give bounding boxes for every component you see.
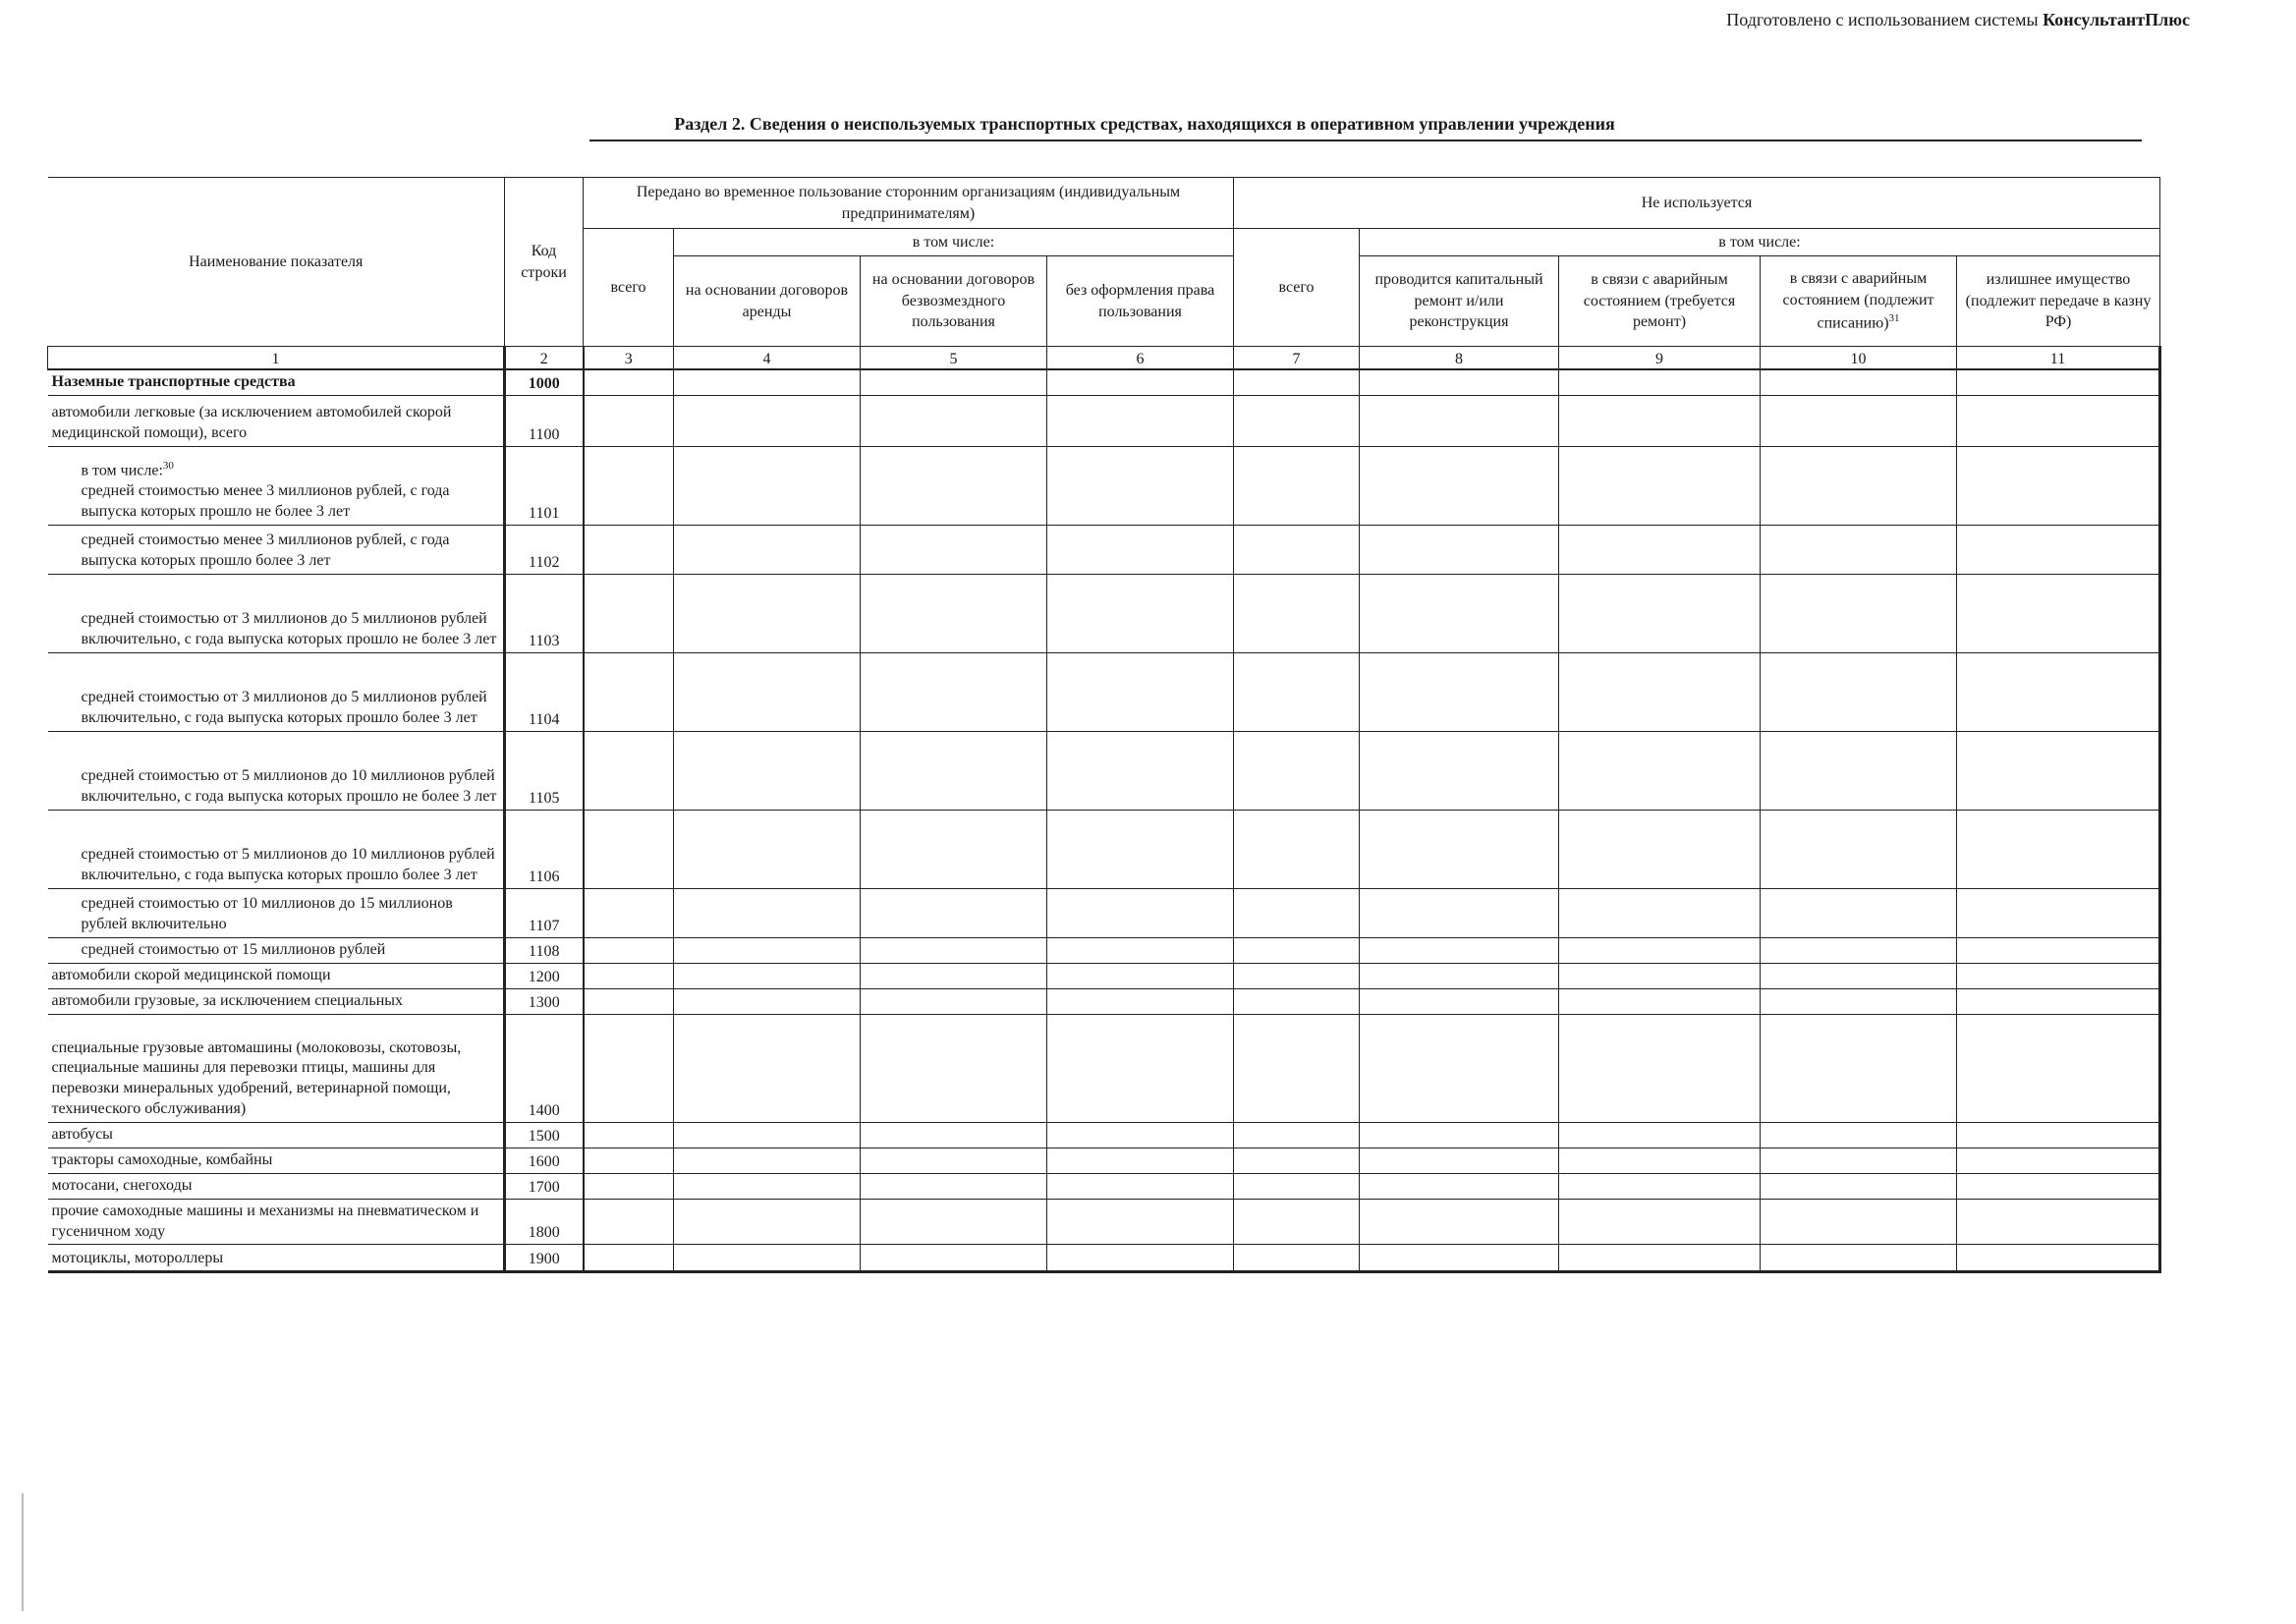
value-cell-col-7[interactable] [1234,988,1360,1014]
value-cell-col-9[interactable] [1559,888,1761,937]
value-cell-col-9[interactable] [1559,369,1761,395]
column-number-6: 6 [1047,347,1234,370]
table-row [48,395,2160,446]
table-row [48,1245,2160,1272]
value-cell-col-3[interactable] [584,395,674,446]
value-cell-col-9[interactable] [1559,1245,1761,1272]
value-cell-col-10[interactable] [1761,395,1957,446]
value-cell-col-7[interactable] [1234,1148,1360,1173]
row-code: 1103 [505,574,584,652]
value-cell-col-8[interactable] [1360,652,1559,731]
value-cell-col-5[interactable] [861,1014,1047,1122]
value-cell-col-6[interactable] [1047,1245,1234,1272]
value-cell-col-3[interactable] [584,574,674,652]
header-not-used: Не используется [1234,178,2160,229]
value-cell-col-6[interactable] [1047,988,1234,1014]
row-name [48,731,505,810]
value-cell-col-10[interactable] [1761,1173,1957,1199]
value-cell-col-6[interactable] [1047,888,1234,937]
value-cell-col-9[interactable] [1559,525,1761,574]
value-cell-col-10[interactable] [1761,446,1957,525]
value-cell-col-4[interactable] [674,1199,861,1245]
value-cell-col-5[interactable] [861,369,1047,395]
column-number-9: 9 [1559,347,1761,370]
value-cell-col-4[interactable] [674,937,861,963]
row-name [48,395,505,446]
header-emergency-writeoff [1761,256,1957,347]
row-name-text: Наземные транспортные средства [51,373,296,390]
value-cell-col-6[interactable] [1047,446,1234,525]
value-cell-col-3[interactable] [584,525,674,574]
value-cell-col-5[interactable] [861,652,1047,731]
value-cell-col-3[interactable] [584,988,674,1014]
value-cell-col-9[interactable] [1559,1148,1761,1173]
row-name-text: средней стоимостью от 15 миллионов рублей [81,941,386,958]
value-cell-col-4[interactable] [674,369,861,395]
value-cell-col-6[interactable] [1047,731,1234,810]
value-cell-col-11[interactable] [1957,810,2160,888]
row-name-text: средней стоимостью от 5 миллионов до 10 миллионов рублей включительно, с года выпуска которых прошло не более 3 лет [81,767,497,805]
value-cell-col-10[interactable] [1761,963,1957,988]
value-cell-col-11[interactable] [1957,1173,2160,1199]
value-cell-col-7[interactable] [1234,731,1360,810]
value-cell-col-4[interactable] [674,963,861,988]
value-cell-col-8[interactable] [1360,1173,1559,1199]
table-row [48,963,2160,988]
row-code: 1102 [505,525,584,574]
value-cell-col-6[interactable] [1047,652,1234,731]
table-row [48,446,2160,525]
value-cell-col-8[interactable] [1360,988,1559,1014]
row-code: 1500 [505,1122,584,1148]
row-name [48,888,505,937]
value-cell-col-6[interactable] [1047,1199,1234,1245]
value-cell-col-8[interactable] [1360,1122,1559,1148]
value-cell-col-7[interactable] [1234,810,1360,888]
value-cell-col-7[interactable] [1234,1245,1360,1272]
value-cell-col-5[interactable] [861,574,1047,652]
value-cell-col-5[interactable] [861,1148,1047,1173]
row-name-text: автобусы [51,1126,113,1143]
value-cell-col-5[interactable] [861,395,1047,446]
header-repair: проводится капитальный ремонт и/или реконструкция [1360,256,1559,347]
value-cell-col-8[interactable] [1360,810,1559,888]
form-table-wrapper [47,177,2159,1273]
header-surplus: излишнее имущество (подлежит передаче в казну РФ) [1957,256,2160,347]
row-name-text: автомобили легковые (за исключением автомобилей скорой медицинской помощи), всего [51,404,452,441]
value-cell-col-7[interactable] [1234,652,1360,731]
value-cell-col-9[interactable] [1559,652,1761,731]
row-name-text: мотосани, снегоходы [51,1177,193,1194]
table-row [48,1014,2160,1122]
value-cell-col-9[interactable] [1559,731,1761,810]
value-cell-col-10[interactable] [1761,937,1957,963]
value-cell-col-5[interactable] [861,1245,1047,1272]
table-row [48,369,2160,395]
column-number-7: 7 [1234,347,1360,370]
value-cell-col-4[interactable] [674,1122,861,1148]
value-cell-col-9[interactable] [1559,810,1761,888]
value-cell-col-8[interactable] [1360,963,1559,988]
value-cell-col-3[interactable] [584,1173,674,1199]
row-name-text: средней стоимостью от 10 миллионов до 15 миллионов рублей включительно [81,895,453,932]
row-name [48,937,505,963]
value-cell-col-3[interactable] [584,369,674,395]
row-name-prefix [82,459,500,481]
value-cell-col-8[interactable] [1360,1014,1559,1122]
value-cell-col-5[interactable] [861,1199,1047,1245]
value-cell-col-3[interactable] [584,963,674,988]
row-name [48,369,505,395]
value-cell-col-6[interactable] [1047,810,1234,888]
row-code: 1700 [505,1173,584,1199]
row-name-text: мотоциклы, мотороллеры [51,1249,224,1266]
prepared-note-prefix: Подготовлено с использованием системы [1726,10,2039,29]
column-number-11: 11 [1957,347,2160,370]
value-cell-col-11[interactable] [1957,731,2160,810]
row-name-text: средней стоимостью от 3 миллионов до 5 миллионов рублей включительно, с года выпуска которых прошло не более 3 лет [81,610,497,647]
value-cell-col-11[interactable] [1957,652,2160,731]
row-code: 1900 [505,1245,584,1272]
value-cell-col-9[interactable] [1559,963,1761,988]
row-name-text: автомобили скорой медицинской помощи [51,967,331,983]
row-code: 1100 [505,395,584,446]
value-cell-col-6[interactable] [1047,1148,1234,1173]
row-code: 1105 [505,731,584,810]
value-cell-col-9[interactable] [1559,1122,1761,1148]
row-code: 1101 [505,446,584,525]
value-cell-col-4[interactable] [674,395,861,446]
row-name [48,963,505,988]
value-cell-col-5[interactable] [861,963,1047,988]
value-cell-col-3[interactable] [584,446,674,525]
value-cell-col-6[interactable] [1047,395,1234,446]
row-code: 1300 [505,988,584,1014]
prepared-note-brand: КонсультантПлюс [2043,10,2190,29]
value-cell-col-8[interactable] [1360,937,1559,963]
value-cell-col-10[interactable] [1761,988,1957,1014]
value-cell-col-10[interactable] [1761,731,1957,810]
value-cell-col-4[interactable] [674,1173,861,1199]
value-cell-col-5[interactable] [861,888,1047,937]
row-name [48,810,505,888]
header-transferred: Передано во временное пользование сторонним организациям (индивидуальным предпринимателям) [584,178,1234,229]
row-code: 1107 [505,888,584,937]
scan-margin-mark [22,1493,24,1611]
row-code: 1108 [505,937,584,963]
value-cell-col-4[interactable] [674,731,861,810]
value-cell-col-11[interactable] [1957,369,2160,395]
row-code: 1106 [505,810,584,888]
row-name-text: средней стоимостью менее 3 миллионов рублей, с года выпуска которых прошло более 3 лет [81,532,450,569]
value-cell-col-10[interactable] [1761,888,1957,937]
value-cell-col-11[interactable] [1957,1245,2160,1272]
value-cell-col-4[interactable] [674,810,861,888]
row-name [48,652,505,731]
column-number-10: 10 [1761,347,1957,370]
value-cell-col-5[interactable] [861,1122,1047,1148]
header-free-use: на основании договоров безвозмездного пользования [861,256,1047,347]
header-total-not-used: всего [1234,229,1360,347]
value-cell-col-10[interactable] [1761,574,1957,652]
value-cell-col-8[interactable] [1360,525,1559,574]
prepared-note [1726,10,2190,30]
value-cell-col-7[interactable] [1234,888,1360,937]
value-cell-col-8[interactable] [1360,731,1559,810]
row-name [48,525,505,574]
value-cell-col-9[interactable] [1559,1199,1761,1245]
value-cell-col-6[interactable] [1047,525,1234,574]
row-name-text: тракторы самоходные, комбайны [51,1151,273,1168]
value-cell-col-11[interactable] [1957,888,2160,937]
value-cell-col-11[interactable] [1957,1014,2160,1122]
table-row [48,810,2160,888]
value-cell-col-10[interactable] [1761,1199,1957,1245]
header-total-transferred: всего [584,229,674,347]
value-cell-col-10[interactable] [1761,1014,1957,1122]
form-body [48,347,2160,1272]
row-name-text: прочие самоходные машины и механизмы на пневматическом и гусеничном ходу [51,1202,479,1240]
value-cell-col-5[interactable] [861,810,1047,888]
value-cell-col-7[interactable] [1234,1199,1360,1245]
row-code: 1600 [505,1148,584,1173]
column-number-8: 8 [1360,347,1559,370]
value-cell-col-3[interactable] [584,1122,674,1148]
value-cell-col-11[interactable] [1957,395,2160,446]
value-cell-col-8[interactable] [1360,1148,1559,1173]
value-cell-col-6[interactable] [1047,937,1234,963]
value-cell-col-9[interactable] [1559,446,1761,525]
footnote-30: 30 [162,460,174,473]
value-cell-col-3[interactable] [584,1245,674,1272]
value-cell-col-4[interactable] [674,1014,861,1122]
table-row [48,1122,2160,1148]
header-emergency-repair: в связи с аварийным состоянием (требуется ремонт) [1559,256,1761,347]
value-cell-col-3[interactable] [584,937,674,963]
row-name [48,988,505,1014]
column-number-3: 3 [584,347,674,370]
value-cell-col-3[interactable] [584,810,674,888]
table-row [48,937,2160,963]
value-cell-col-3[interactable] [584,731,674,810]
value-cell-col-4[interactable] [674,1245,861,1272]
table-row [48,1173,2160,1199]
column-number-5: 5 [861,347,1047,370]
value-cell-col-7[interactable] [1234,1173,1360,1199]
form-table [47,177,2161,1273]
value-cell-col-4[interactable] [674,888,861,937]
row-name [48,1173,505,1199]
table-row [48,652,2160,731]
value-cell-col-6[interactable] [1047,1014,1234,1122]
value-cell-col-4[interactable] [674,652,861,731]
row-name [48,1148,505,1173]
row-name [48,1014,505,1122]
value-cell-col-10[interactable] [1761,1122,1957,1148]
value-cell-col-11[interactable] [1957,988,2160,1014]
value-cell-col-8[interactable] [1360,1199,1559,1245]
column-number-4: 4 [674,347,861,370]
header-code: Код строки [505,178,584,347]
value-cell-col-5[interactable] [861,1173,1047,1199]
footnote-31: 31 [1888,311,1900,324]
value-cell-col-7[interactable] [1234,1014,1360,1122]
value-cell-col-7[interactable] [1234,574,1360,652]
header-including-transferred: в том числе: [674,229,1234,256]
value-cell-col-10[interactable] [1761,525,1957,574]
row-name [48,446,505,525]
header-no-rights: без оформления права пользования [1047,256,1234,347]
value-cell-col-10[interactable] [1761,1148,1957,1173]
row-name-text: специальные грузовые автомашины (молоковозы, скотовозы, специальные машины для перевозки птицы, машины для перевозки минеральных удобрений, ветеринарной помощи, технического обслуживания) [51,1038,462,1117]
value-cell-col-8[interactable] [1360,574,1559,652]
row-code: 1400 [505,1014,584,1122]
table-row [48,1148,2160,1173]
value-cell-col-3[interactable] [584,1199,674,1245]
value-cell-col-8[interactable] [1360,446,1559,525]
value-cell-col-11[interactable] [1957,574,2160,652]
row-name [48,1245,505,1272]
section-title: Раздел 2. Сведения о неиспользуемых транспортных средствах, находящихся в оперативном управлении учреждения [674,114,1615,134]
column-numbers-row [48,347,2160,370]
value-cell-col-7[interactable] [1234,446,1360,525]
value-cell-col-5[interactable] [861,988,1047,1014]
table-row [48,988,2160,1014]
value-cell-col-7[interactable] [1234,963,1360,988]
value-cell-col-11[interactable] [1957,937,2160,963]
value-cell-col-3[interactable] [584,888,674,937]
value-cell-col-11[interactable] [1957,1199,2160,1245]
table-row [48,731,2160,810]
value-cell-col-9[interactable] [1559,574,1761,652]
value-cell-col-8[interactable] [1360,1245,1559,1272]
value-cell-col-5[interactable] [861,446,1047,525]
row-name [48,1199,505,1245]
value-cell-col-7[interactable] [1234,395,1360,446]
row-name [48,574,505,652]
table-row [48,525,2160,574]
value-cell-col-4[interactable] [674,1148,861,1173]
value-cell-col-9[interactable] [1559,395,1761,446]
value-cell-col-9[interactable] [1559,937,1761,963]
value-cell-col-9[interactable] [1559,1014,1761,1122]
value-cell-col-10[interactable] [1761,369,1957,395]
value-cell-col-11[interactable] [1957,446,2160,525]
value-cell-col-8[interactable] [1360,395,1559,446]
value-cell-col-9[interactable] [1559,988,1761,1014]
value-cell-col-6[interactable] [1047,1173,1234,1199]
value-cell-col-10[interactable] [1761,810,1957,888]
value-cell-col-7[interactable] [1234,369,1360,395]
value-cell-col-11[interactable] [1957,1148,2160,1173]
value-cell-col-6[interactable] [1047,369,1234,395]
value-cell-col-8[interactable] [1360,888,1559,937]
header-including-not-used: в том числе: [1360,229,2160,256]
header-name: Наименование показателя [48,178,505,347]
row-code: 1104 [505,652,584,731]
column-number-1: 1 [48,347,505,370]
value-cell-col-5[interactable] [861,731,1047,810]
value-cell-col-9[interactable] [1559,1173,1761,1199]
value-cell-col-7[interactable] [1234,1122,1360,1148]
row-name-text: автомобили грузовые, за исключением специальных [51,992,404,1009]
value-cell-col-11[interactable] [1957,525,2160,574]
title-rule [589,140,2142,141]
column-number-2: 2 [505,347,584,370]
row-name-text: средней стоимостью менее 3 миллионов рублей, с года выпуска которых прошло не более 3 лет [81,482,450,520]
value-cell-col-8[interactable] [1360,369,1559,395]
value-cell-col-3[interactable] [584,1014,674,1122]
value-cell-col-11[interactable] [1957,1122,2160,1148]
value-cell-col-4[interactable] [674,525,861,574]
value-cell-col-4[interactable] [674,574,861,652]
row-code: 1200 [505,963,584,988]
value-cell-col-3[interactable] [584,1148,674,1173]
value-cell-col-6[interactable] [1047,1122,1234,1148]
header-emergency-writeoff-text: в связи с аварийным состоянием (подлежит списанию) [1782,270,1934,331]
value-cell-col-7[interactable] [1234,525,1360,574]
table-row [48,888,2160,937]
table-row [48,1199,2160,1245]
value-cell-col-4[interactable] [674,446,861,525]
value-cell-col-4[interactable] [674,988,861,1014]
value-cell-col-10[interactable] [1761,652,1957,731]
row-code: 1000 [505,369,584,395]
value-cell-col-10[interactable] [1761,1245,1957,1272]
value-cell-col-5[interactable] [861,937,1047,963]
value-cell-col-7[interactable] [1234,937,1360,963]
row-name [48,1122,505,1148]
value-cell-col-5[interactable] [861,525,1047,574]
header-rent: на основании договоров аренды [674,256,861,347]
value-cell-col-6[interactable] [1047,574,1234,652]
value-cell-col-6[interactable] [1047,963,1234,988]
row-name-text: средней стоимостью от 5 миллионов до 10 миллионов рублей включительно, с года выпуска которых прошло более 3 лет [81,846,495,883]
value-cell-col-11[interactable] [1957,963,2160,988]
table-row [48,574,2160,652]
row-name-prefix-text: в том числе: [81,462,163,479]
row-code: 1800 [505,1199,584,1245]
row-name-text: средней стоимостью от 3 миллионов до 5 миллионов рублей включительно, с года выпуска которых прошло более 3 лет [81,689,487,726]
value-cell-col-3[interactable] [584,652,674,731]
